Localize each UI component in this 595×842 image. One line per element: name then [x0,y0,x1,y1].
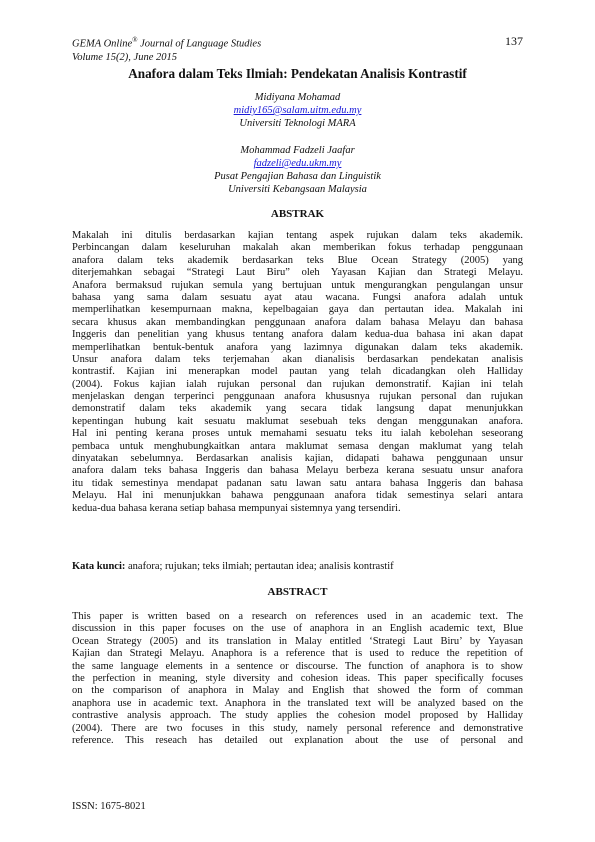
text-line: memperlihatkan bentuk-bentuk anafora yang lazimnya digunakan dalam teks akademik. [72,341,523,353]
paper-title: Anafora dalam Teks Ilmiah: Pendekatan Analisis Kontrastif [128,66,467,81]
abstract-paragraph [72,611,523,747]
text-line: pembaca untuk menghubungkaitkan antara maklumat semasa dengan maklumat yang telah [72,440,523,452]
text-line: diterjemahkan sebagai “Strategi Laut Biru” oleh Yayasan Kajian dan Strategi Melayu. [72,267,523,279]
text-line: secara khusus akan membandingkan penggunaan anafora dalam bahasa Melayu dan bahasa [72,316,523,328]
keywords [72,561,523,572]
author-name: Midiyana Mohamad [254,92,341,103]
journal-volume: Volume 15(2), June 2015 [72,51,177,63]
author-name: Mohammad Fadzeli Jaafar [240,145,355,156]
abstrak-paragraph [72,230,523,515]
keywords-text: anafora; rujukan; teks ilmiah; pertautan idea; analisis kontrastif [125,561,394,572]
running-header [72,34,261,64]
text-line: the same language elements in a sentence or discourse. The function of anaphora is to show [72,660,523,672]
text-line: Anafora bermaksud rujukan semula yang bertujuan untuk mengurangkan pengulangan unsur [72,279,523,291]
text-line: kedua-dua bahasa kerana setiap bahasa mempunyai sistemnya yang tersendiri. [72,502,401,514]
author-block [0,91,595,196]
text-line: reference. This reseach has detailed out explanation about the use of personal and [72,734,523,746]
text-line: This paper is written based on a research on references used in an academic text. The [72,611,523,622]
issn: ISSN: 1675-8021 [72,801,146,812]
author-affiliation: Pusat Pengajian Bahasa dan Linguistik [214,171,381,182]
text-line: memperlihatkan kesempurnaan makna, kepelbagaian gaya dan pertautan idea. Makalah ini [72,304,523,316]
text-line: kontrastif. Kajian ini menerapkan model pautan yang telah dicadangkan oleh Halliday [72,366,523,378]
author-email-link[interactable]: fadzeli@edu.ukm.my [253,158,342,169]
text-line: kepentingan hubung kait sesuatu maklumat sesebuah teks dengan menggunakan anafora. [72,415,523,427]
text-line: (2004). There are two focuses in this study, namely personal reference and demonstrative [72,722,523,734]
text-line: Perbincangan dalam keseluruhan makalah akan memberikan fokus terhadap penggunaan [72,242,523,254]
keywords-label: Kata kunci: [72,561,126,572]
text-line: anaphora use in academic text. Anaphora in the translated text will be analyzed based on the [72,697,523,709]
text-line: Hal ini penting kerana proses untuk memahami sesuatu teks itu ialah kebolehan seseorang [72,428,523,440]
text-line: contrastive analysis approach. The study applies the cohesion model proposed by Halliday [72,710,523,722]
text-line: Kajian dan Strategi Melayu. Anaphora is a reference that is used to reduce the repetition of [72,648,523,660]
journal-name: GEMA Online® Journal of Language Studies [72,36,262,50]
abstract-heading: ABSTRACT [267,586,328,598]
text-line: bahasa yang sama dalam sesuatu ayat atau wacana. Fungsi anafora adalah untuk [72,291,523,303]
text-line: Ocean Strategy (2005) and its translation in Malay entitled ‘Strategi Laut Biru’ by Yayasan [72,635,523,647]
abstrak-heading: ABSTRAK [270,208,325,220]
text-line: discussion in this paper focuses on the use of anaphora in an English academic text, Blue [72,623,523,635]
text-line: Makalah ini ditulis berdasarkan kajian tentang aspek rujukan dalam teks akademik. [72,230,523,241]
text-line: anafora dalam teks akademik berdasarkan teks Blue Ocean Strategy (2005) yang [72,254,523,266]
text-line: demonstratif dalam teks akademik yang secara tidak langsung dapat menunjukkan [72,403,523,415]
author-affiliation: Universiti Kebangsaan Malaysia [228,184,367,195]
text-line: dinyatakan sebelumnya. Berdasarkan analisis kajian, didapati bahawa penggunaan unsur [72,453,523,465]
text-line: (2004). Fokus kajian ialah rujukan personal dan rujukan demonstratif. Kajian ini telah [72,378,523,390]
text-line: Melayu. Hal ini menunjukkan bahawa penggunaan anafora tidak semestinya selari antara [72,490,523,502]
text-line: anafora dalam teks bahasa Inggeris dan bahasa Melayu berbeza kerana sesuatu unsur anafora [72,465,523,477]
text-line: menjelaskan dengan terperinci penggunaan anafora khususnya rujukan personal dan rujukan [72,391,523,403]
text-line: Unsur anafora dalam teks terjemahan akan dianalisis berdasarkan pendekatan analisis [72,353,523,365]
text-line: the perfection in meaning, style diversity and cohesion ideas. This paper specifically focuses [72,672,523,684]
text-line: on the comparison of anaphora in Malay and English that showed the form of comman [72,685,523,697]
author-email-link[interactable]: midiy165@salam.uitm.edu.my [233,105,362,116]
text-line: Inggeris dan penelitian yang khusus tentang anafora dalam kedua-dua bahasa ini akan dapat [72,329,523,341]
text-line: itu tidak semestinya mendapat padanan satu lawan satu antara bahasa Inggeris dan bahasa [72,477,523,489]
page-number: 137 [505,34,523,48]
author-affiliation: Universiti Teknologi MARA [239,118,356,129]
